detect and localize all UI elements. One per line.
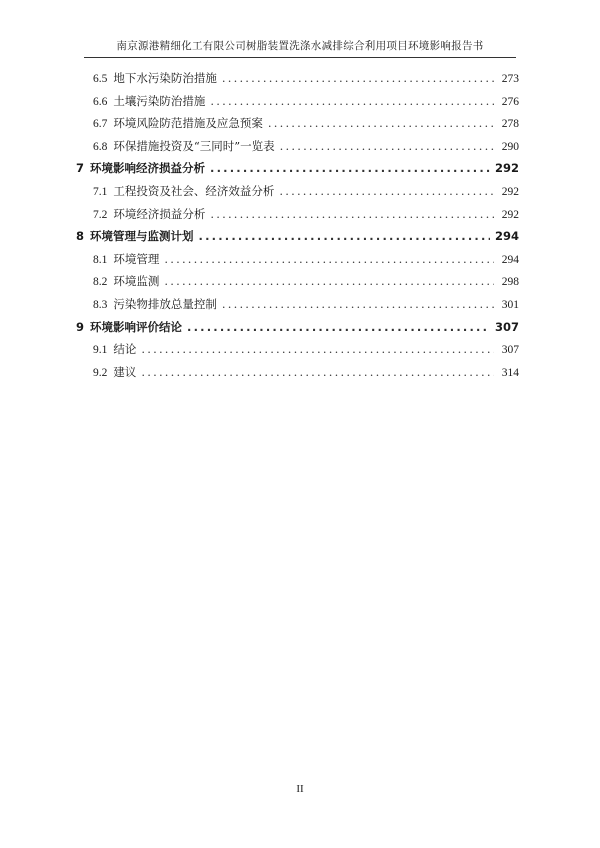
toc-section-entry[interactable] bbox=[76, 138, 519, 161]
toc-section-entry[interactable] bbox=[76, 251, 519, 274]
toc-entry-number: 7.1 bbox=[93, 185, 108, 198]
toc-section-entry[interactable] bbox=[76, 70, 519, 93]
dot-leader bbox=[210, 161, 490, 175]
toc-section-entry[interactable] bbox=[76, 273, 519, 296]
toc-entry-title: 环境监测 bbox=[113, 274, 160, 289]
toc-entry-number: 8.1 bbox=[93, 253, 108, 266]
toc-entry-title: 环保措施投资及“三同时”一览表 bbox=[113, 138, 275, 153]
toc-entry-number: 9 bbox=[76, 319, 85, 334]
toc-chapter-entry[interactable] bbox=[76, 160, 519, 183]
dot-leader bbox=[164, 274, 494, 288]
toc-entry-page: 294 bbox=[494, 229, 519, 244]
toc-entry-title: 环境管理与监测计划 bbox=[90, 229, 194, 244]
toc-entry-page: 292 bbox=[501, 208, 519, 221]
dot-leader bbox=[280, 139, 494, 153]
dot-leader bbox=[279, 184, 494, 198]
toc-entry-number: 8 bbox=[76, 229, 85, 244]
header-title: 南京源港精细化工有限公司树脂装置洗涤水减排综合利用项目环境影响报告书 bbox=[116, 40, 484, 52]
dot-leader bbox=[268, 116, 494, 130]
toc-entry-number: 6.8 bbox=[93, 140, 108, 153]
toc-entry-page: 314 bbox=[501, 366, 519, 379]
page-number: II bbox=[296, 783, 304, 795]
dot-leader bbox=[141, 342, 494, 356]
toc-entry-page: 307 bbox=[494, 319, 519, 334]
toc-entry-page: 292 bbox=[501, 185, 519, 198]
dot-leader bbox=[210, 94, 494, 108]
table-of-contents bbox=[76, 70, 519, 386]
toc-chapter-entry[interactable] bbox=[76, 319, 519, 342]
toc-entry-page: 298 bbox=[501, 276, 519, 289]
toc-entry-title: 环境管理 bbox=[113, 251, 160, 266]
toc-section-entry[interactable] bbox=[76, 183, 519, 206]
dot-leader bbox=[210, 207, 494, 221]
toc-entry-number: 6.6 bbox=[93, 95, 108, 108]
dot-leader bbox=[187, 320, 490, 334]
dot-leader bbox=[164, 252, 494, 266]
toc-entry-page: 278 bbox=[501, 118, 519, 131]
dot-leader bbox=[141, 365, 494, 379]
toc-entry-number: 9.2 bbox=[93, 366, 108, 379]
toc-entry-page: 290 bbox=[501, 140, 519, 153]
running-header bbox=[84, 38, 516, 58]
toc-entry-title: 环境影响经济损益分析 bbox=[90, 161, 206, 176]
toc-entry-number: 6.5 bbox=[93, 73, 108, 85]
toc-entry-title: 污染物排放总量控制 bbox=[113, 296, 217, 311]
toc-section-entry[interactable] bbox=[76, 341, 519, 364]
toc-section-entry[interactable] bbox=[76, 296, 519, 319]
toc-entry-page: 292 bbox=[494, 161, 519, 176]
toc-section-entry[interactable] bbox=[76, 206, 519, 229]
toc-entry-page: 301 bbox=[501, 298, 519, 311]
toc-entry-title: 环境风险防范措施及应急预案 bbox=[113, 116, 263, 131]
toc-entry-number: 7.2 bbox=[93, 208, 108, 221]
toc-chapter-entry[interactable] bbox=[76, 228, 519, 251]
toc-entry-title: 地下水污染防治措施 bbox=[113, 71, 217, 85]
toc-entry-number: 8.3 bbox=[93, 298, 108, 311]
toc-section-entry[interactable] bbox=[76, 364, 519, 387]
toc-entry-number: 7 bbox=[76, 161, 85, 176]
toc-entry-title: 结论 bbox=[113, 342, 137, 357]
toc-entry-page: 276 bbox=[501, 95, 519, 108]
toc-entry-page: 307 bbox=[501, 344, 519, 357]
page-footer bbox=[0, 783, 600, 795]
toc-entry-title: 土壤污染防治措施 bbox=[113, 93, 206, 108]
dot-leader bbox=[199, 229, 490, 243]
toc-entry-number: 9.1 bbox=[93, 344, 108, 357]
toc-section-entry[interactable] bbox=[76, 115, 519, 138]
toc-entry-title: 建议 bbox=[113, 364, 137, 379]
dot-leader bbox=[222, 297, 494, 311]
toc-section-entry[interactable] bbox=[76, 93, 519, 116]
toc-entry-title: 环境经济损益分析 bbox=[113, 206, 206, 221]
dot-leader bbox=[222, 71, 494, 85]
toc-entry-title: 工程投资及社会、经济效益分析 bbox=[113, 183, 275, 198]
toc-entry-page: 294 bbox=[501, 253, 519, 266]
toc-entry-number: 6.7 bbox=[93, 118, 108, 131]
toc-entry-number: 8.2 bbox=[93, 276, 108, 289]
toc-entry-title: 环境影响评价结论 bbox=[90, 319, 183, 334]
toc-entry-page: 273 bbox=[501, 73, 519, 85]
